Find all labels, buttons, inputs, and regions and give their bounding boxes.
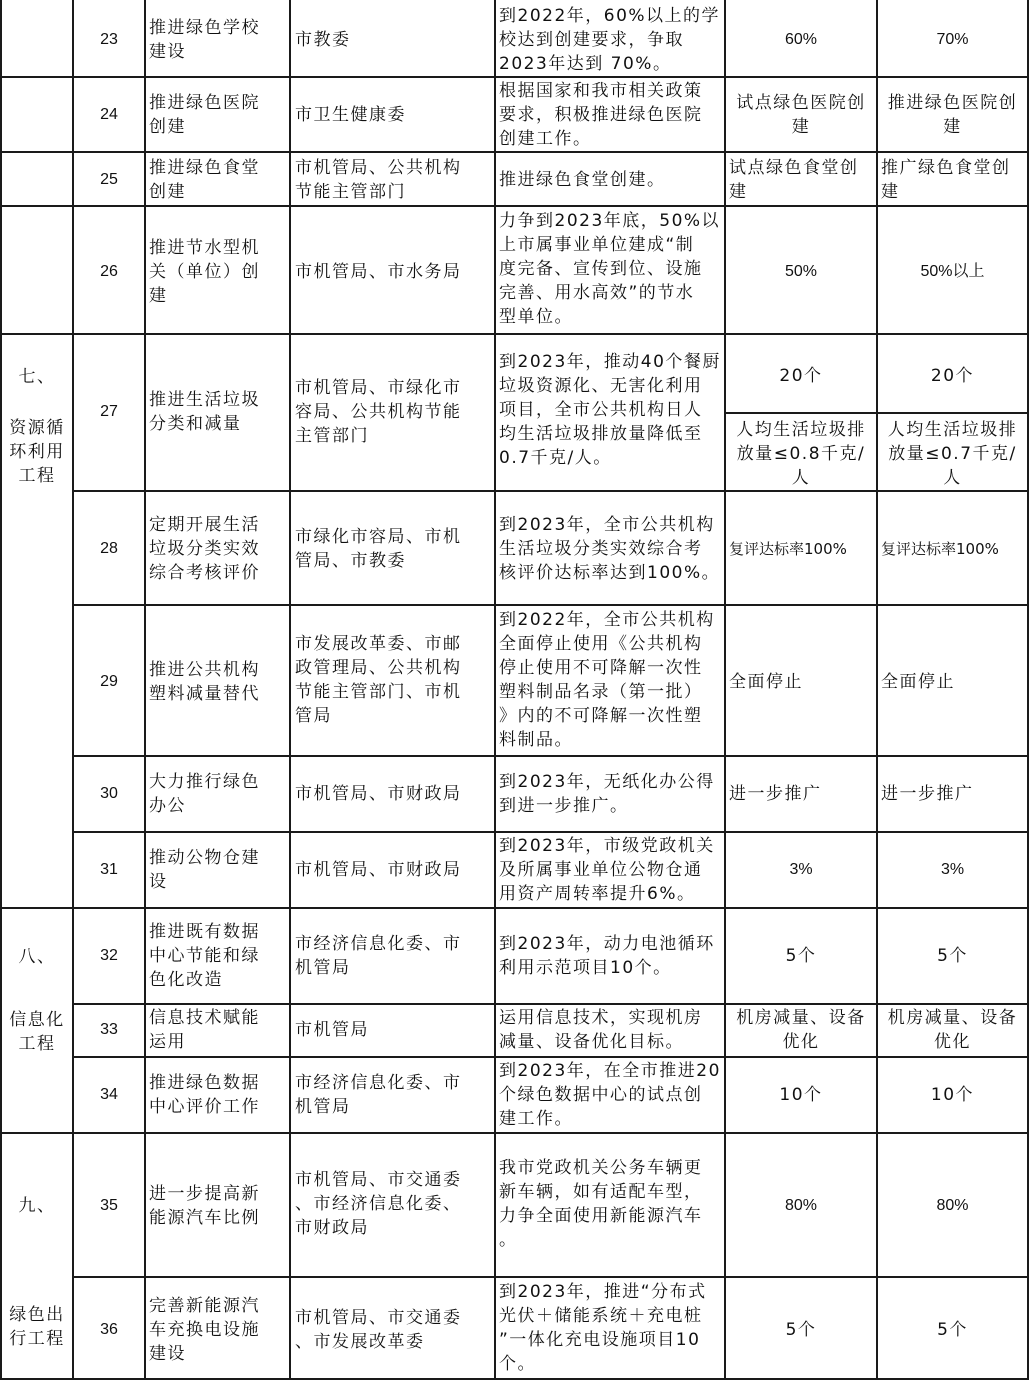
- col-divider: [0, 0, 2, 1380]
- row-divider: [0, 205, 1029, 207]
- target-2022: 机房减量、设备 优化: [736, 1008, 866, 1052]
- target-2023: 10个: [930, 1085, 975, 1105]
- row-divider: [0, 151, 1029, 153]
- row-divider: [0, 333, 1029, 335]
- target-2023: 全面停止: [881, 672, 955, 692]
- target-2022: 3%: [789, 861, 813, 878]
- col-divider: [724, 0, 726, 1380]
- row-number: 36: [100, 1321, 118, 1338]
- responsible-dept: 市机管局、市交通委 、市经济信息化委、 市财政局: [295, 1170, 462, 1238]
- responsible-dept: 市机管局、市交通委 、市发展改革委: [295, 1308, 462, 1352]
- task-name: 进一步提高新 能源汽车比例: [149, 1184, 260, 1228]
- target-2023: 推进绿色医院创 建: [887, 93, 1018, 137]
- row-number: 26: [100, 263, 118, 280]
- target-2022: 5个: [785, 946, 817, 966]
- responsible-dept: 市机管局、市水务局: [295, 262, 462, 282]
- target-description: 我市党政机关公务车辆更 新车辆，如有适配车型， 力争全面使用新能源汽车 。: [499, 1158, 703, 1250]
- task-name: 推进生活垃圾 分类和减量: [149, 390, 260, 434]
- target-2023: 机房减量、设备 优化: [887, 1008, 1018, 1052]
- target-description: 到2023年，推进“分布式 光伏＋储能系统＋充电桩 ”一体化充电设施项目10 个。: [499, 1282, 707, 1374]
- responsible-dept: 市绿化市容局、市机 管局、市教委: [295, 527, 462, 571]
- target-2023: 80%: [936, 1197, 969, 1214]
- target-2022: 进一步推广: [729, 784, 822, 804]
- section-name: 资源循 环利用 工程: [9, 418, 65, 486]
- task-name: 大力推行绿色 办公: [149, 772, 260, 816]
- responsible-dept: 市机管局、市财政局: [295, 860, 462, 880]
- target-2022-per-capita: 人均生活垃圾排 放量≤0.8千克/ 人: [736, 420, 866, 488]
- col-divider: [289, 0, 291, 1380]
- responsible-dept: 市机管局、市财政局: [295, 784, 462, 804]
- responsible-dept: 市机管局、公共机构 节能主管部门: [295, 158, 462, 202]
- section-name: 绿色出 行工程: [9, 1305, 65, 1349]
- target-2022: 80%: [784, 1197, 818, 1214]
- section-number: 九、: [18, 1196, 56, 1216]
- task-name: 推进绿色食堂 创建: [149, 158, 260, 202]
- row-number: 30: [100, 785, 118, 802]
- task-name: 推进节水型机 关（单位）创 建: [149, 238, 260, 306]
- row-divider: [0, 1132, 1029, 1134]
- task-name: 完善新能源汽 车充换电设施 建设: [149, 1296, 260, 1364]
- row-divider: [72, 1003, 1029, 1005]
- task-name: 推进公共机构 塑料减量替代: [149, 660, 260, 704]
- task-name: 推进绿色学校 建设: [149, 18, 260, 62]
- responsible-dept: 市机管局、市绿化市 容局、公共机构节能 主管部门: [295, 378, 462, 446]
- target-description: 到2023年，无纸化办公得 到进一步推广。: [499, 772, 715, 816]
- target-description: 推进绿色食堂创建。: [499, 170, 666, 190]
- row-number: 33: [100, 1021, 118, 1038]
- target-description: 到2023年，推动40个餐厨 垃圾资源化、无害化利用 项目，全市公共机构日人 均生活垃圾排放量降低至 0.7千克/人。: [499, 352, 721, 468]
- target-2023-per-capita: 人均生活垃圾排 放量≤0.7千克/ 人: [887, 420, 1018, 488]
- target-2023: 50%以上: [920, 263, 985, 280]
- row-divider: [72, 755, 1029, 757]
- col-divider: [144, 0, 146, 1380]
- target-2022: 试点绿色医院创 建: [736, 93, 866, 137]
- target-description: 到2022年，60%以上的学 校达到创建要求，争取 2023年达到 70%。: [499, 6, 721, 74]
- row-number: 32: [100, 947, 118, 964]
- target-2022: 50%: [784, 263, 818, 280]
- section-name: 信息化 工程: [9, 1010, 65, 1054]
- responsible-dept: 市经济信息化委、市 机管局: [295, 1073, 462, 1117]
- target-2023: 20个: [930, 366, 975, 386]
- responsible-dept: 市教委: [295, 30, 351, 50]
- target-2023: 复评达标率100%: [881, 540, 999, 558]
- target-2023: 3%: [940, 861, 965, 878]
- target-description: 力争到2023年底，50%以 上市属事业单位建成“制 度完备、宣传到位、设施 完善、用水高效”的节水 型单位。: [499, 211, 721, 327]
- target-description: 运用信息技术，实现机房 减量、设备优化目标。: [499, 1008, 703, 1052]
- row-number: 31: [100, 861, 118, 878]
- target-2022: 60%: [784, 31, 818, 48]
- row-divider: [72, 1276, 1029, 1278]
- target-2023: 5个: [937, 1320, 968, 1340]
- task-name: 推进绿色数据 中心评价工作: [149, 1073, 260, 1117]
- row-number: 25: [100, 171, 118, 188]
- responsible-dept: 市机管局: [295, 1020, 369, 1040]
- target-2022: 5个: [785, 1320, 817, 1340]
- col-divider: [876, 0, 878, 1380]
- row-number: 23: [100, 31, 118, 48]
- target-2022: 20个: [779, 366, 823, 386]
- row-divider: [72, 1056, 1029, 1058]
- row-divider: [72, 831, 1029, 833]
- section-number: 七、: [18, 367, 56, 387]
- task-name: 定期开展生活 垃圾分类实效 综合考核评价: [149, 515, 260, 583]
- target-description: 到2022年，全市公共机构 全面停止使用《公共机构 停止使用不可降解一次性 塑料制品名录（第一批） 》内的不可降解一次性塑 料制品。: [499, 610, 715, 750]
- row-divider: [72, 490, 1029, 492]
- target-2022: 复评达标率100%: [729, 540, 847, 558]
- task-name: 推动公物仓建 设: [149, 848, 260, 892]
- responsible-dept: 市发展改革委、市邮 政管理局、公共机构 节能主管部门、市机 管局: [295, 634, 462, 726]
- target-2023: 进一步推广: [881, 784, 974, 804]
- target-2022: 试点绿色食堂创 建: [729, 158, 859, 202]
- row-number: 28: [100, 540, 118, 557]
- row-number: 27: [100, 403, 118, 420]
- row-divider: [0, 76, 1029, 78]
- responsible-dept: 市经济信息化委、市 机管局: [295, 934, 462, 978]
- row-divider: [0, 907, 1029, 909]
- target-description: 根据国家和我市相关政策 要求，积极推进绿色医院 创建工作。: [499, 81, 703, 149]
- target-2022: 10个: [779, 1085, 823, 1105]
- responsible-dept: 市卫生健康委: [295, 105, 406, 125]
- row-number: 35: [100, 1197, 118, 1214]
- target-2023: 70%: [936, 31, 969, 48]
- task-name: 信息技术赋能 运用: [149, 1008, 260, 1052]
- target-description: 到2023年，全市公共机构 生活垃圾分类实效综合考 核评价达标率达到100%。: [499, 515, 721, 583]
- section-number: 八、: [18, 947, 56, 967]
- row-number: 34: [100, 1086, 118, 1103]
- task-name: 推进既有数据 中心节能和绿 色化改造: [149, 922, 260, 990]
- target-description: 到2023年，动力电池循环 利用示范项目10个。: [499, 934, 715, 978]
- row-number: 29: [100, 673, 118, 690]
- task-name: 推进绿色医院 创建: [149, 93, 260, 137]
- target-2023: 5个: [937, 946, 968, 966]
- col-divider: [494, 0, 496, 1380]
- target-description: 到2023年，市级党政机关 及所属事业单位公物仓通 用资产周转率提升6%。: [499, 836, 715, 904]
- target-description: 到2023年，在全市推进20 个绿色数据中心的试点创 建工作。: [499, 1061, 721, 1129]
- target-2023: 推广绿色食堂创 建: [881, 158, 1011, 202]
- row-divider: [72, 604, 1029, 606]
- row-number: 24: [100, 106, 118, 123]
- target-2022: 全面停止: [729, 672, 803, 692]
